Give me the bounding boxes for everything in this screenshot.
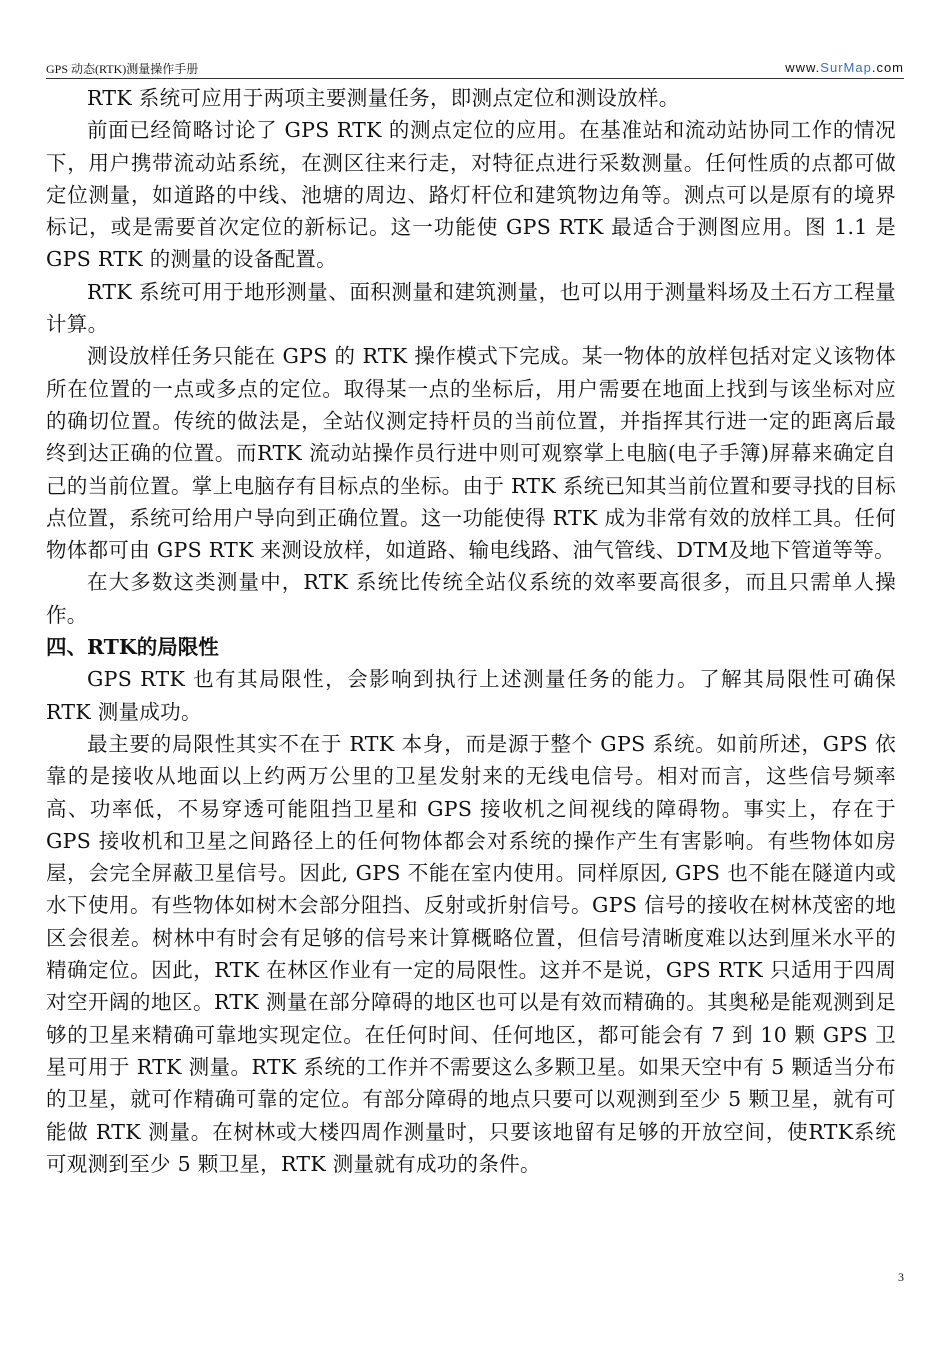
page-header <box>46 58 904 79</box>
paragraph-limitations-intro: GPS RTK 也有其局限性，会影响到执行上述测量任务的能力。了解其局限性可确保 RTK 测量成功。 <box>46 667 896 724</box>
paragraph-point-positioning: 前面已经简略讨论了 GPS RTK 的测点定位的应用。在基准站和流动站协同工作的情况下，用户携带流动站系统，在测区往来行走，对特征点进行采数测量。任何性质的点都可做定位测量，如道路的中线、池塘的周边、路灯杆位和建筑物边角等。测点可以是原有的境界标记，或是需要首次定位的新标记。这一功能使 GPS RTK 最适合于测图应用。图 1.1 是GPS RTK 的测量的设备配置。 <box>46 118 896 272</box>
body-text <box>46 82 896 1180</box>
paragraph-efficiency: 在大多数这类测量中，RTK 系统比传统全站仪系统的效率要高很多，而且只需单人操作。 <box>46 570 896 627</box>
header-website-brand: SurMap <box>820 60 872 75</box>
paragraph-survey-types: RTK 系统可用于地形测量、面积测量和建筑测量，也可以用于测量料场及土石方工程量计算。 <box>46 279 896 337</box>
header-website-suffix: .com <box>871 60 904 75</box>
header-website <box>785 60 904 75</box>
paragraph-stakeout: 测设放样任务只能在 GPS 的 RTK 操作模式下完成。某一物体的放样包括对定义该物体所在位置的一点或多点的定位。取得某一点的坐标后，用户需要在地面上找到与该坐标对应的确切位置。传统的做法是，全站仪测定持杆员的当前位置，并指挥其行进一定的距离后最终到达正确的位置。而RTK 流动站操作员行进中则可观察掌上电脑(电子手簿)屏幕来确定自己的当前位置。掌上电脑存有目标点的坐标。由于 RTK 系统已知其当前位置和要寻找的目标点位置，系统可给用户导向到正确位置。这一功能使得 RTK 成为非常有效的放样工具。任何物体都可由 GPS RTK 来测设放样，如道路、输电线路、油气管线、DTM及地下管道等等。 <box>46 344 896 563</box>
header-website-prefix: www. <box>785 60 821 75</box>
paragraph-applications: RTK 系统可应用于两项主要测量任务，即测点定位和测设放样。 <box>87 86 680 110</box>
section-heading: 四、RTK的局限性 <box>46 635 219 660</box>
header-title: GPS 动态(RTK)测量操作手册 <box>46 62 199 76</box>
paragraph-limitations-detail: 最主要的局限性其实不在于 RTK 本身，而是源于整个 GPS 系统。如前所述，GPS 依靠的是接收从地面以上约两万公里的卫星发射来的无线电信号。相对而言，这些信号频率高、功率低，不易穿透可能阻挡卫星和 GPS 接收机之间视线的障碍物。事实上，存在于 GPS 接收机和卫星之间路径上的任何物体都会对系统的操作产生有害影响。有些物体如房屋，会完全屏蔽卫星信号。因此, GPS 不能在室内使用。同样原因, GPS 也不能在隧道内或水下使用。有些物体如树木会部分阻挡、反射或折射信号。GPS 信号的接收在树林茂密的地区会很差。树林中有时会有足够的信号来计算概略位置，但信号清晰度难以达到厘米水平的精确定位。因此，RTK 在林区作业有一定的局限性。这并不是说，GPS RTK 只适用于四周对空开阔的地区。RTK 测量在部分障碍的地区也可以是有效而精确的。其奥秘是能观测到足够的卫星来精确可靠地实现定位。在任何时间、任何地区，都可能会有 7 到 10 颗 GPS 卫星可用于 RTK 测量。RTK 系统的工作并不需要这么多颗卫星。如果天空中有 5 颗适当分布的卫星，就可作精确可靠的定位。有部分障碍的地点只要可以观测到至少 5 颗卫星，就有可能做 RTK 测量。在树林或大楼四周作测量时，只要该地留有足够的开放空间，使RTK系统可观测到至少 5 颗卫星，RTK 测量就有成功的条件。 <box>46 731 896 1176</box>
page-number: 3 <box>898 1270 904 1284</box>
